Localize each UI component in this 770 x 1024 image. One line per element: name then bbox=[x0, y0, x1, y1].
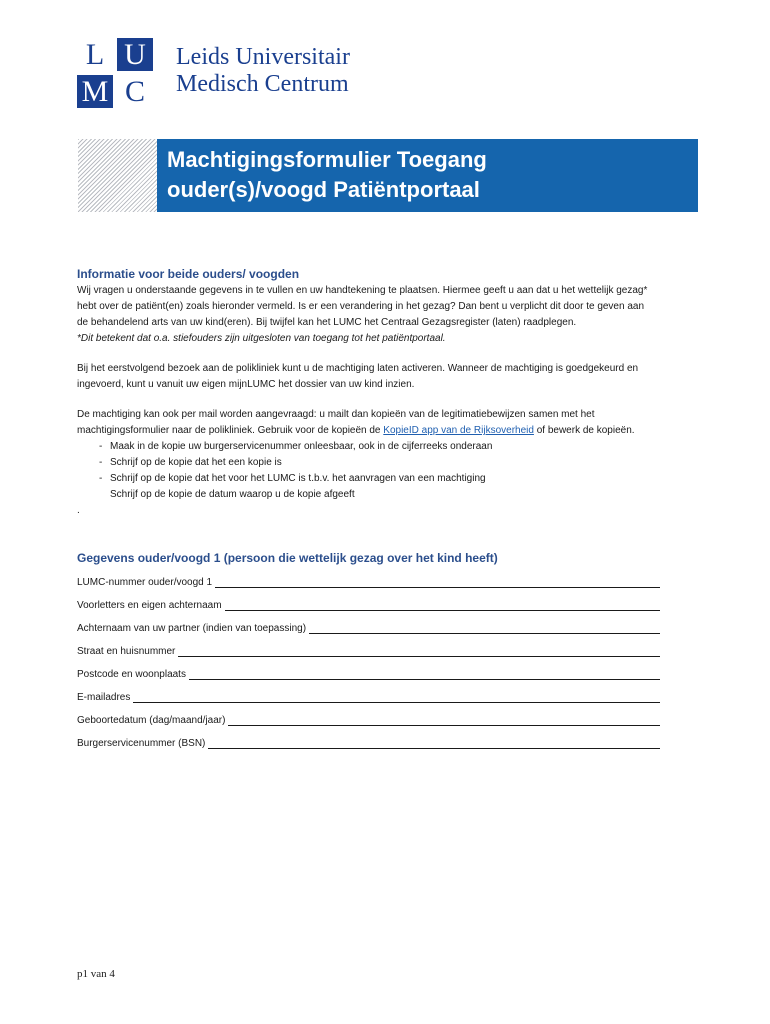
list-item-continuation: Schrijf op de kopie de datum waarop u de kopie afgeeft bbox=[110, 489, 355, 500]
field-label: Straat en huisnummer bbox=[77, 646, 176, 657]
initials-surname-field[interactable] bbox=[77, 597, 660, 613]
list-item: - Schrijf op de kopie dat het voor het LUMC is t.b.v. het aanvragen van een machtiging bbox=[99, 473, 486, 484]
form-heading: Gegevens ouder/voogd 1 (persoon die wettelijk gezag over het kind heeft) bbox=[77, 551, 498, 565]
logo-name-line2: Medisch Centrum bbox=[176, 71, 349, 97]
list-item: - Maak in de kopie uw burgerservicenummer onleesbaar, ook in de cijferreeks onderaan bbox=[99, 441, 493, 452]
field-line[interactable] bbox=[225, 598, 660, 611]
field-label: Burgerservicenummer (BSN) bbox=[77, 738, 206, 749]
page-title-line1: Machtigingsformulier Toegang bbox=[167, 147, 487, 172]
copy-instructions-list bbox=[77, 439, 697, 487]
birthdate-field[interactable] bbox=[77, 712, 660, 728]
logo-letter-c: C bbox=[117, 75, 153, 108]
info-heading: Informatie voor beide ouders/ voogden bbox=[77, 267, 300, 281]
info-paragraph-2-line-2: ingevoerd, kunt u vanuit uw eigen mijnLUMC het dossier van uw kind inzien. bbox=[77, 379, 415, 390]
field-label: E-mailadres bbox=[77, 692, 131, 703]
field-line[interactable] bbox=[309, 621, 660, 634]
street-field[interactable] bbox=[77, 643, 660, 659]
field-line[interactable] bbox=[215, 575, 660, 588]
field-label: Geboortedatum (dag/maand/jaar) bbox=[77, 715, 226, 726]
logo-letter-u: U bbox=[117, 38, 153, 71]
email-field[interactable] bbox=[77, 689, 660, 705]
page-title bbox=[167, 145, 487, 205]
info-paragraph-1-line-1: Wij vragen u onderstaande gegevens in te vullen en uw handtekening te plaatsen. Hiermee geeft u aan dat u het wettelijk gezag* bbox=[77, 285, 648, 296]
kopieid-link[interactable]: KopieID app van de Rijksoverheid bbox=[383, 425, 534, 436]
info-paragraph-3-line-1: De machtiging kan ook per mail worden aangevraagd: u mailt dan kopieën van de legitimatiebewijzen samen met het bbox=[77, 409, 595, 420]
field-line[interactable] bbox=[189, 667, 660, 680]
banner-hatch-pattern bbox=[78, 139, 157, 212]
bsn-field[interactable] bbox=[77, 735, 660, 751]
partner-surname-field[interactable] bbox=[77, 620, 660, 636]
info-paragraph-1-line-2: hebt over de patiënt(en) zoals hieronder vermeld. Is er een verandering in het gezag? Dan bent u verplicht dit door te geven aan bbox=[77, 301, 645, 312]
info-paragraph-1-line-3: de behandelend arts van uw kind(eren). Bij twijfel kan het LUMC het Centraal Gezagsregister (laten) raadplegen. bbox=[77, 317, 577, 328]
logo-mark bbox=[77, 38, 155, 108]
logo-name-line1: Leids Universitair bbox=[176, 44, 350, 70]
list-item: - Schrijf op de kopie dat het een kopie is bbox=[99, 457, 282, 468]
info-paragraph-3-line-2 bbox=[77, 423, 697, 439]
title-banner bbox=[78, 139, 698, 212]
field-line[interactable] bbox=[133, 690, 660, 703]
info-paragraph-3-text-end: of bewerk de kopieën. bbox=[533, 425, 635, 436]
info-paragraph-3-text: machtigingsformulier naar de polikliniek. Gebruik voor de kopieën de bbox=[77, 425, 384, 436]
page-number: p1 van 4 bbox=[77, 968, 115, 980]
logo-name bbox=[176, 44, 350, 98]
logo-letter-m: M bbox=[77, 75, 113, 108]
field-label: Achternaam van uw partner (indien van toepassing) bbox=[77, 623, 307, 634]
stray-period: . bbox=[77, 505, 80, 516]
logo-letter-l: L bbox=[77, 38, 113, 71]
info-footnote: *Dit betekent dat o.a. stiefouders zijn uitgesloten van toegang tot het patiëntportaal. bbox=[77, 333, 446, 344]
lumc-number-field[interactable] bbox=[77, 574, 660, 590]
field-label: Postcode en woonplaats bbox=[77, 669, 186, 680]
field-line[interactable] bbox=[178, 644, 660, 657]
field-label: LUMC-nummer ouder/voogd 1 bbox=[77, 577, 213, 588]
postcode-city-field[interactable] bbox=[77, 666, 660, 682]
info-section bbox=[77, 265, 697, 519]
field-line[interactable] bbox=[208, 736, 660, 749]
field-label: Voorletters en eigen achternaam bbox=[77, 600, 222, 611]
field-line[interactable] bbox=[228, 713, 660, 726]
page-title-line2: ouder(s)/voogd Patiëntportaal bbox=[167, 177, 480, 202]
info-paragraph-2-line-1: Bij het eerstvolgend bezoek aan de polikliniek kunt u de machtiging laten activeren. Wanneer de machtiging is goedgekeurd en bbox=[77, 363, 639, 374]
